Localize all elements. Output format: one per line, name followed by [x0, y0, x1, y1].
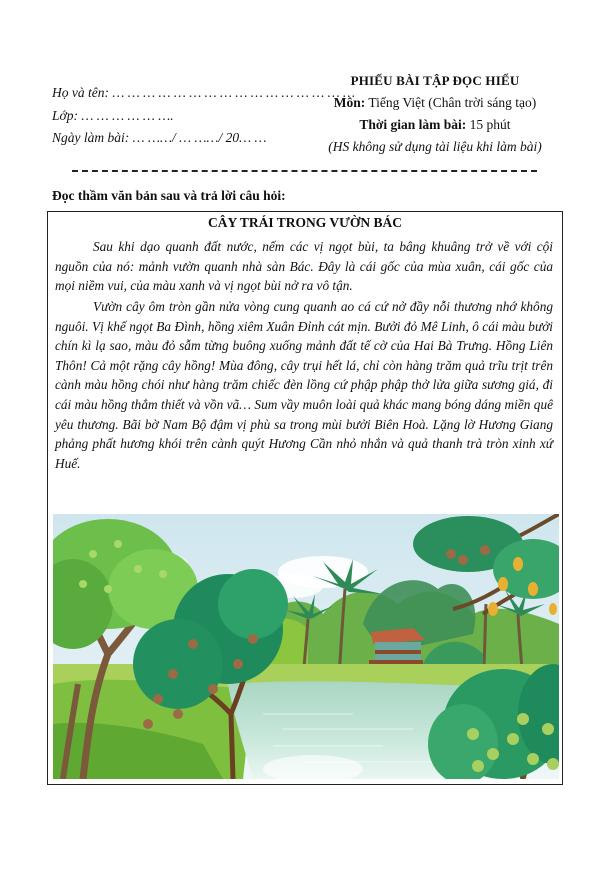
reading-passage-box	[47, 211, 563, 785]
class-blank[interactable]: … … … … … ….	[77, 108, 174, 123]
garden-illustration	[53, 514, 559, 779]
time-label: Thời gian làm bài:	[359, 117, 467, 132]
date-label: Ngày làm bài:	[52, 130, 130, 145]
time-value: 15 phút	[466, 117, 511, 132]
reading-instruction: Đọc thầm văn bản sau và trả lời câu hỏi:	[52, 188, 286, 203]
subject-line	[300, 95, 570, 117]
class-field[interactable]	[52, 109, 174, 123]
passage-title: CÂY TRÁI TRONG VƯỜN BÁC	[207, 215, 403, 230]
time-line	[300, 117, 570, 139]
date-blank[interactable]: … ……/ … ……/ 20… …	[129, 130, 267, 145]
garden-scene-image	[53, 514, 559, 779]
class-label: Lớp:	[52, 108, 78, 123]
subject-label: Môn:	[333, 95, 366, 110]
worksheet-title: PHIẾU BÀI TẬP ĐỌC HIỂU	[350, 73, 520, 88]
date-field[interactable]	[52, 131, 267, 145]
student-name-label: Họ và tên:	[52, 85, 109, 100]
passage-paragraph-2: Vườn cây ôm tròn gần nửa vòng cung quanh ao cá cứ nở đầy nỗi thương nhớ không nguôi. Vị khế ngọt Ba Đình, hồng xiêm Xuân Đỉnh cát mịn. Bưởi đỏ Mê Linh, ô cái màu bưởi chín kì lạ sao, màu đỏ sẫm từng buông xuống mảnh đất tế cờ của Hai Bà Trưng. Hồng Liên Thôn! Cả một rặng cây hồng! Mùa đông, cây trụi hết lá, chỉ còn hàng trăm quả trĩu trịt trên cành màu hồng chói như hàng trăm chiếc đèn lồng cứ phập phập thở lửa giữa sương giá, đi cái màu hồng thắm thiết và vồn vã… Sum vầy muôn loài quả khác mang bóng dáng miền quê yêu thương. Bãi bờ Nam Bộ đậm vị phù sa trong mùi bưởi Biên Hoà. Lặng lờ Hương Giang phảng phất hương khói trên cành quýt Hương Cần nhỏ nhắn và quả thanh trà tròn xinh xứ Huế.	[55, 299, 553, 471]
student-name-blank[interactable]: … … … … … … … … … … … … … … … …	[108, 85, 356, 100]
dashed-divider	[72, 170, 537, 172]
passage-paragraph-1: Sau khi dạo quanh đất nước, nếm các vị ngọt bùi, ta bâng khuâng trở về với cội nguồn của nó: mảnh vườn quanh nhà sàn Bác. Đây là cái gốc của mùa xuân, cái gốc của mọi niềm vui, của màu xanh và vị ngọt bùi nở ra vô tận.	[55, 239, 553, 294]
exam-note: (HS không sử dụng tài liệu khi làm bài)	[328, 139, 542, 154]
subject-value: Tiếng Việt (Chân trời sáng tạo)	[365, 95, 537, 110]
worksheet-header	[300, 73, 570, 155]
